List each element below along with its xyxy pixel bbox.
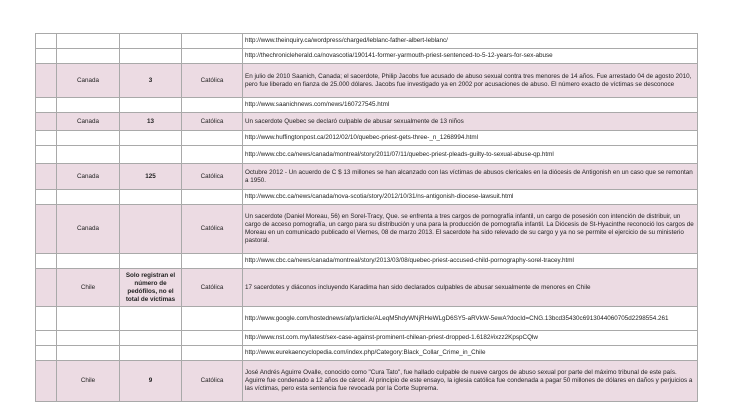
victims-cell	[120, 346, 182, 361]
country-cell	[57, 331, 120, 346]
source-link-row	[36, 98, 698, 113]
victims-cell	[120, 131, 182, 146]
row-index-cell	[36, 307, 57, 331]
church-cell: Católica	[182, 269, 243, 307]
source-url-link[interactable]: http://www.saanichnews.com/news/160727545.html	[243, 98, 698, 113]
victims-cell	[120, 98, 182, 113]
description-cell: 17 sacerdotes y diáconos incluyendo Karadima han sido declarados culpables de abusar sexualmente de menores en Chile	[243, 269, 698, 307]
source-url-link[interactable]: http://www.huffingtonpost.ca/2012/02/10/quebec-priest-gets-three-_n_1268994.html	[243, 131, 698, 146]
source-link-row	[36, 346, 698, 361]
country-cell	[57, 254, 120, 269]
church-cell	[182, 307, 243, 331]
row-index-cell	[36, 34, 57, 49]
row-index-cell	[36, 49, 57, 64]
victims-cell: 13	[120, 113, 182, 131]
victims-cell: 3	[120, 64, 182, 98]
church-cell	[182, 254, 243, 269]
description-cell: Un sacerdote (Daniel Moreau, 56) en Sorel-Tracy, Que. se enfrenta a tres cargos de pornografía infantil, un cargo de posesión con intención de distribuir, un cargo de acceso pornografía, un cargo para su distribución y una para la producción de pornografía infantil. La Diócesis de St-Hyacinthe reconoció los cargos de Moreau en un comunicado publicado el Viernes, 08 de marzo 2013. El sacerdote ha sido relevado de su cargo y ya no se permite el ejercicio de su ministerio pastoral.	[243, 205, 698, 254]
victims-cell	[120, 146, 182, 164]
row-index-cell	[36, 190, 57, 205]
source-link-row	[36, 131, 698, 146]
church-cell	[182, 98, 243, 113]
source-url-link[interactable]: http://www.cbc.ca/news/canada/montreal/story/2011/07/11/quebec-priest-pleads-guilty-to-sexual-abuse-qp.html	[243, 146, 698, 164]
description-cell: Octubre 2012 - Un acuerdo de C $ 13 millones se han alcanzado con las víctimas de abusos clericales en la diócesis de Antigonish en un caso que se remontan a 1950.	[243, 164, 698, 190]
row-index-cell	[36, 146, 57, 164]
source-link-row	[36, 34, 698, 49]
source-url-link[interactable]: http://www.cbc.ca/news/canada/montreal/story/2013/03/08/quebec-priest-accused-child-pornography-sorel-tracey.html	[243, 254, 698, 269]
case-row	[36, 164, 698, 190]
country-cell: Canada	[57, 113, 120, 131]
row-index-cell	[36, 164, 57, 190]
church-cell: Católica	[182, 113, 243, 131]
country-cell: Canada	[57, 205, 120, 254]
country-cell	[57, 98, 120, 113]
source-url-link[interactable]: http://www.google.com/hostednews/afp/article/ALeqM5hdyWNjRHeWLgD6SY5-aRVkW-5ewA?docId=CNG.13bcd35430c6913044060705d2298554.261	[243, 307, 698, 331]
case-row	[36, 205, 698, 254]
church-cell	[182, 146, 243, 164]
description-cell: En julio de 2010 Saanich, Canada; el sacerdote, Philip Jacobs fue acusado de abuso sexual contra tres menores de 14 años. Fue arrestado 04 de agosto 2010, pero fue liberado en fianza de 25.000 dólares. Jacobs fue investigado ya en 2002 por acusaciones de abuso. El número exacto de víctimas se desconoce	[243, 64, 698, 98]
victims-cell: 125	[120, 164, 182, 190]
church-cell: Católica	[182, 361, 243, 402]
source-link-row	[36, 307, 698, 331]
church-cell: Católica	[182, 64, 243, 98]
church-cell: Católica	[182, 164, 243, 190]
country-cell	[57, 131, 120, 146]
country-cell	[57, 34, 120, 49]
church-cell: Católica	[182, 205, 243, 254]
abuse-cases-table	[35, 33, 698, 402]
church-cell	[182, 331, 243, 346]
source-url-link[interactable]: http://www.eurekaencyclopedia.com/index.php/Category:Black_Collar_Crime_in_Chile	[243, 346, 698, 361]
church-cell	[182, 49, 243, 64]
row-index-cell	[36, 346, 57, 361]
country-cell	[57, 146, 120, 164]
country-cell	[57, 190, 120, 205]
victims-cell: Solo registran el número de pedófilos, no el total de víctimas	[120, 269, 182, 307]
source-url-link[interactable]: http://www.cbc.ca/news/canada/nova-scotia/story/2012/10/31/ns-antigonish-diocese-lawsuit.html	[243, 190, 698, 205]
case-row	[36, 269, 698, 307]
church-cell	[182, 190, 243, 205]
church-cell	[182, 131, 243, 146]
source-link-row	[36, 49, 698, 64]
source-url-link[interactable]: http://www.nst.com.my/latest/sex-case-against-prominent-chilean-priest-dropped-1.6182#ixzz2KpspCQlw	[243, 331, 698, 346]
victims-cell	[120, 190, 182, 205]
church-cell	[182, 34, 243, 49]
victims-cell	[120, 34, 182, 49]
row-index-cell	[36, 331, 57, 346]
table-body	[36, 34, 698, 402]
source-link-row	[36, 331, 698, 346]
row-index-cell	[36, 361, 57, 402]
victims-cell	[120, 205, 182, 254]
victims-cell	[120, 307, 182, 331]
victims-cell	[120, 254, 182, 269]
case-row	[36, 361, 698, 402]
country-cell	[57, 346, 120, 361]
country-cell: Canada	[57, 64, 120, 98]
country-cell	[57, 307, 120, 331]
victims-cell: 9	[120, 361, 182, 402]
description-cell: José Andrés Aguirre Ovalle, conocido como "Cura Tato", fue hallado culpable de nueve cargos de abuso sexual por parte del máximo tribunal de este país. Aguirre fue condenado a 12 años de cárcel. Al principio de este ensayo, la iglesia católica fue condenada a pagar 50 millones de dólares en daños y perjuicios a las víctimas, pero esta sentencia fue revocada por la Corte Suprema.	[243, 361, 698, 402]
case-row	[36, 64, 698, 98]
church-cell	[182, 346, 243, 361]
row-index-cell	[36, 113, 57, 131]
row-index-cell	[36, 98, 57, 113]
source-url-link[interactable]: http://thechronicleherald.ca/novascotia/190141-former-yarmouth-priest-sentenced-to-5-12-years-for-sex-abuse	[243, 49, 698, 64]
country-cell: Chile	[57, 361, 120, 402]
description-cell: Un sacerdote Quebec se declaró culpable de abusar sexualmente de 13 niños	[243, 113, 698, 131]
source-url-link[interactable]: http://www.theinquiry.ca/wordpress/charged/leblanc-father-albert-leblanc/	[243, 34, 698, 49]
row-index-cell	[36, 64, 57, 98]
source-link-row	[36, 146, 698, 164]
country-cell	[57, 49, 120, 64]
row-index-cell	[36, 131, 57, 146]
row-index-cell	[36, 254, 57, 269]
source-link-row	[36, 254, 698, 269]
country-cell: Canada	[57, 164, 120, 190]
row-index-cell	[36, 269, 57, 307]
victims-cell	[120, 49, 182, 64]
country-cell: Chile	[57, 269, 120, 307]
case-row	[36, 113, 698, 131]
row-index-cell	[36, 205, 57, 254]
victims-cell	[120, 331, 182, 346]
source-link-row	[36, 190, 698, 205]
